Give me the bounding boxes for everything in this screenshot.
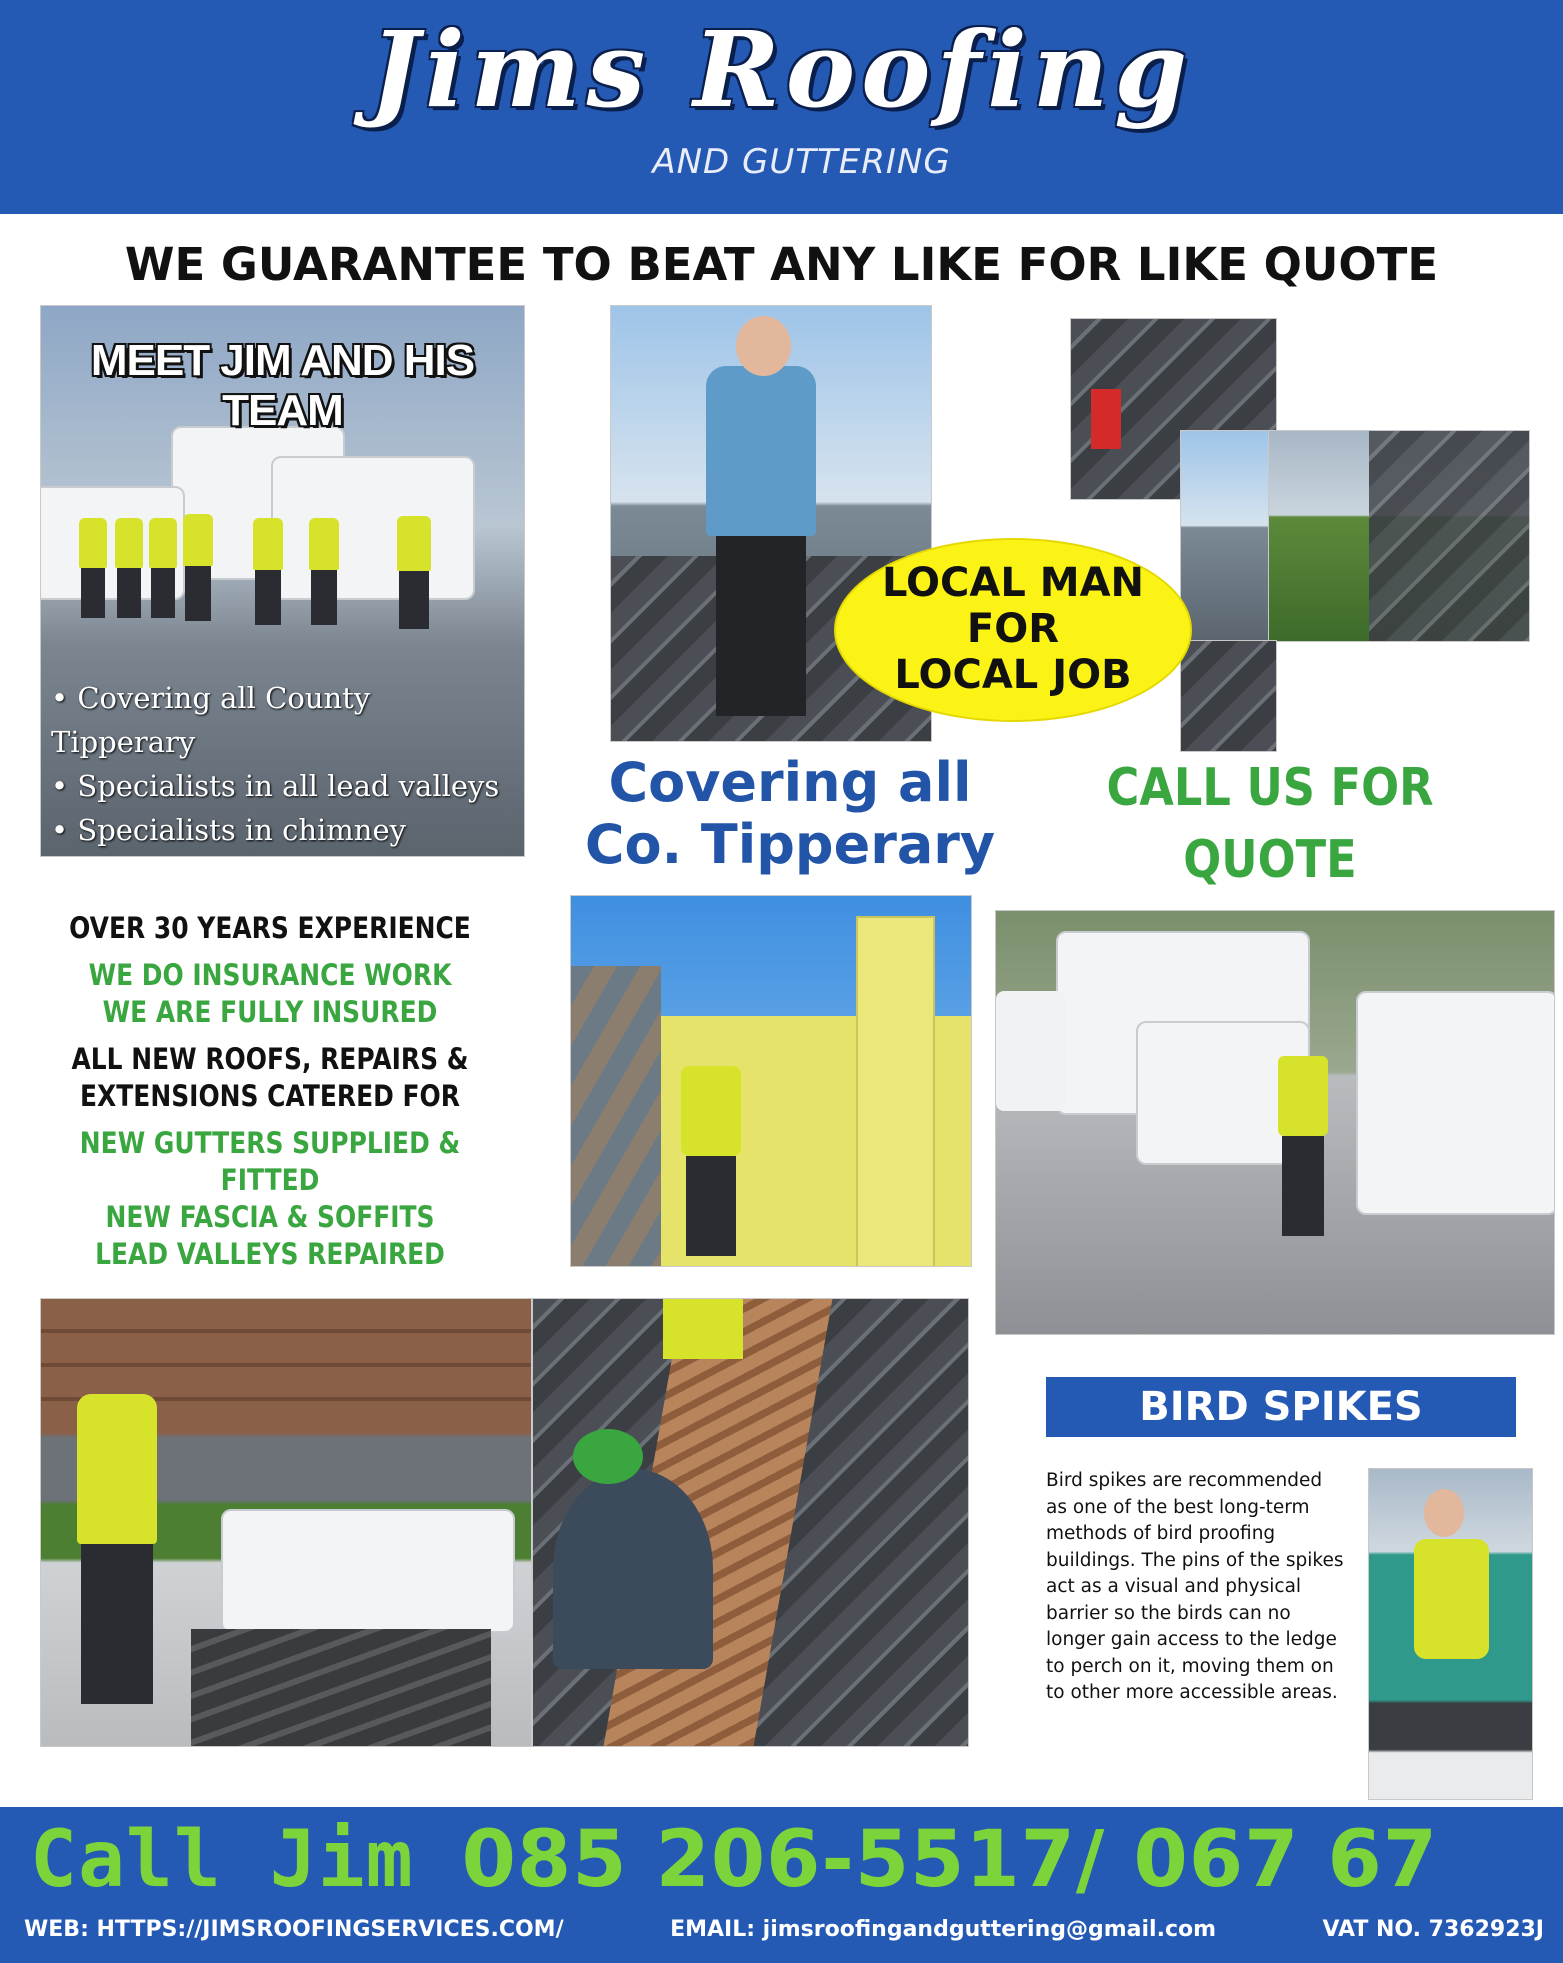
van-shape xyxy=(221,1509,515,1633)
meet-team-list xyxy=(51,676,521,857)
bucket xyxy=(573,1429,643,1484)
stone-wall xyxy=(571,966,661,1266)
call-label: Call Jim xyxy=(30,1815,414,1905)
bird-spikes-title: BIRD SPIKES xyxy=(1046,1377,1516,1437)
worker-figure xyxy=(149,518,177,568)
call-jim-phone[interactable] xyxy=(30,1815,1438,1905)
gutter-work-photo xyxy=(570,895,972,1267)
covering-tipperary xyxy=(560,752,1020,876)
guarantee-headline: WE GUARANTEE TO BEAT ANY LIKE FOR LIKE QUOTE xyxy=(124,238,1439,291)
worker-figure xyxy=(79,518,107,568)
person-figure xyxy=(1278,1056,1328,1136)
person-figure xyxy=(553,1469,713,1669)
list-item: • Specialists in all lead valleys xyxy=(51,769,500,803)
worker-figure xyxy=(309,518,339,570)
description-line: to other more accessible areas. xyxy=(1046,1682,1338,1703)
list-item: • Specialists in chimney xyxy=(51,813,406,847)
roof-work-photo xyxy=(1180,430,1282,642)
brand-title: Jims Roofing xyxy=(369,8,1194,131)
description-line: longer gain access to the ledge xyxy=(1046,1629,1337,1650)
vat-number: VAT NO. 7362923J xyxy=(1322,1917,1544,1942)
person-figure xyxy=(1414,1539,1489,1659)
chimney xyxy=(856,916,935,1267)
worker-figure xyxy=(253,518,283,570)
person-head xyxy=(1424,1489,1464,1537)
list-item: • Covering all County Tipperary xyxy=(51,681,371,759)
roof-work-photo xyxy=(1268,430,1530,642)
roof-tiles xyxy=(1369,431,1529,641)
worker-figure xyxy=(399,571,429,629)
van-shape xyxy=(1356,991,1555,1215)
person-figure xyxy=(663,1299,743,1359)
van-shape xyxy=(271,456,475,600)
meet-team-title: MEET JIM AND HIS TEAM xyxy=(90,336,475,435)
description-line: act as a visual and physical xyxy=(1046,1576,1302,1597)
person-head xyxy=(736,316,791,376)
service-experience: OVER 30 YEARS EXPERIENCE xyxy=(69,911,471,945)
person-legs xyxy=(686,1156,736,1256)
worker-figure xyxy=(311,570,337,625)
covering-line: Co. Tipperary xyxy=(584,813,996,876)
worker-figure xyxy=(117,568,141,618)
van-shape xyxy=(996,991,1066,1111)
website-link[interactable]: WEB: HTTPS://JIMSROOFINGSERVICES.COM/ xyxy=(24,1917,564,1942)
fence xyxy=(41,1299,531,1409)
quote-line: CALL US FOR QUOTE xyxy=(1106,758,1434,890)
worker-figure xyxy=(185,566,211,621)
covering-line: Covering all xyxy=(608,751,972,814)
scaffold-photo xyxy=(40,1298,532,1747)
description-line: as one of the best long-term xyxy=(1046,1496,1310,1518)
worker-figure xyxy=(81,568,105,618)
roof-work-photo xyxy=(1180,640,1277,752)
meet-team-photo xyxy=(40,305,525,857)
phone-number[interactable]: 085 206-5517/ 067 67 xyxy=(461,1815,1439,1905)
description-line: methods of bird proofing xyxy=(1046,1523,1276,1544)
valley-work-photo xyxy=(532,1298,969,1747)
bird-spikes-photo xyxy=(1368,1468,1533,1800)
description-line: buildings. The pins of the spikes xyxy=(1046,1549,1344,1571)
service-extensions: EXTENSIONS CATERED FOR xyxy=(80,1079,460,1113)
description-line: Bird spikes are recommended xyxy=(1046,1470,1323,1491)
service-lead-valleys: LEAD VALLEYS REPAIRED xyxy=(95,1237,445,1271)
worker-figure xyxy=(115,518,143,568)
service-insurance-work: WE DO INSURANCE WORK xyxy=(88,958,452,992)
worker-figure xyxy=(397,516,431,571)
local-job-text xyxy=(836,560,1190,698)
person-figure xyxy=(706,366,816,536)
service-gutters: NEW GUTTERS SUPPLIED & FITTED xyxy=(79,1126,461,1197)
worker-figure xyxy=(151,568,175,618)
person-figure xyxy=(1091,389,1121,449)
badge-line: LOCAL JOB xyxy=(894,652,1132,698)
email-link[interactable]: EMAIL: jimsroofingandguttering@gmail.com xyxy=(670,1917,1217,1942)
vans-photo xyxy=(995,910,1555,1335)
worker-figure xyxy=(183,514,213,566)
person-legs xyxy=(1282,1136,1324,1236)
roof-tiles xyxy=(191,1629,491,1746)
service-new-roofs: ALL NEW ROOFS, REPAIRS & xyxy=(71,1042,469,1076)
worker-figure xyxy=(255,570,281,625)
person-figure xyxy=(681,1066,741,1156)
bird-spikes-description xyxy=(1046,1468,1356,1707)
badge-line: LOCAL MAN xyxy=(881,560,1145,606)
badge-line: FOR xyxy=(966,606,1060,652)
person-figure xyxy=(77,1394,157,1544)
person-legs xyxy=(81,1544,153,1704)
service-fully-insured: WE ARE FULLY INSURED xyxy=(102,995,438,1029)
person-legs xyxy=(716,536,806,716)
description-line: to perch on it, moving them on xyxy=(1046,1655,1334,1677)
services-list xyxy=(20,910,520,1273)
footer-contact-line xyxy=(24,1917,1544,1942)
description-line: barrier so the birds can no xyxy=(1046,1602,1291,1624)
brand-subtitle: AND GUTTERING xyxy=(652,142,951,182)
service-fascia: NEW FASCIA & SOFFITS xyxy=(105,1200,435,1234)
